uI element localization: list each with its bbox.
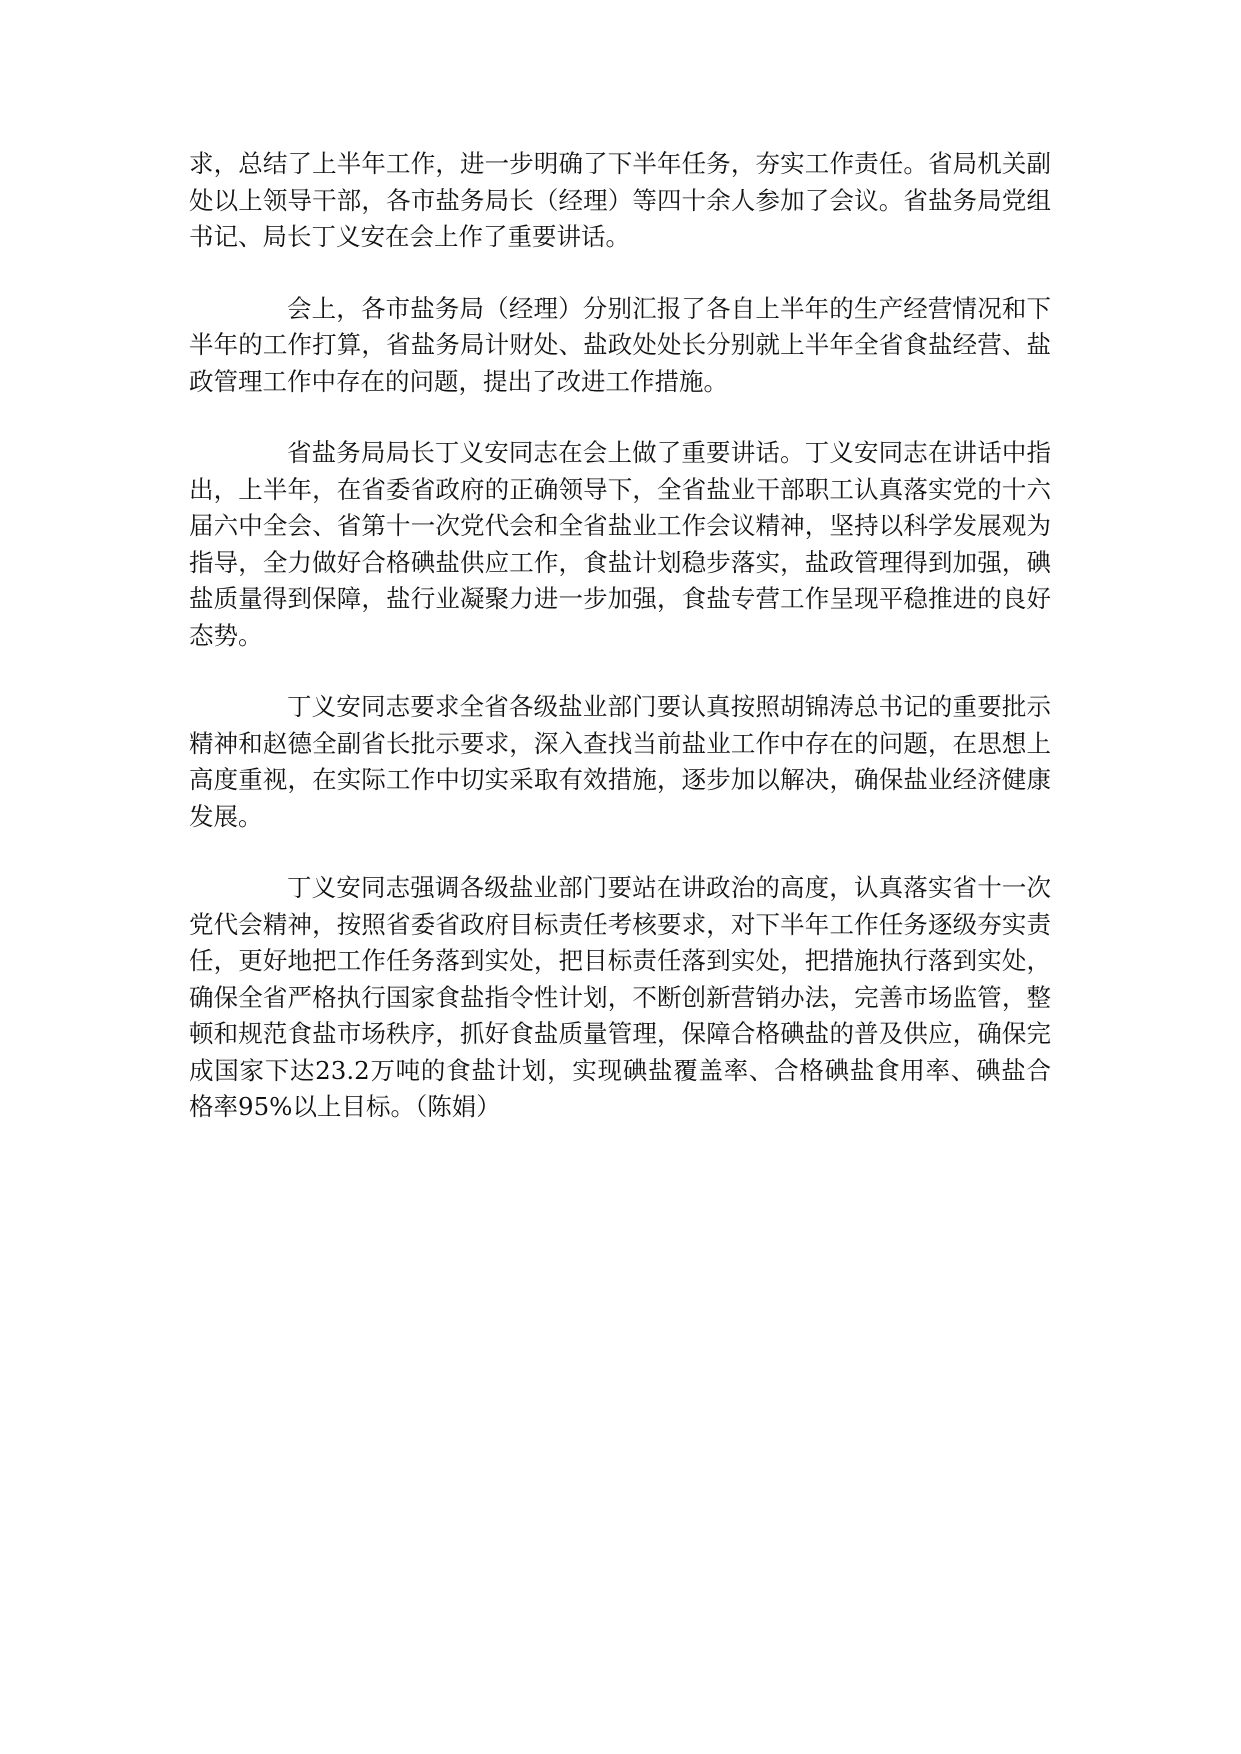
document-body — [189, 146, 1051, 1161]
paragraph-emphasis: 丁义安同志强调各级盐业部门要站在讲政治的高度，认真落实省十一次党代会精神，按照省委省政府目标责任考核要求，对下半年工作任务逐级夯实责任，更好地把工作任务落到实处，把目标责任落到实处，把措施执行落到实处，确保全省严格执行国家食盐指令性计划，不断创新营销办法，完善市场监管，整顿和规范食盐市场秩序，抓好食盐质量管理，保障合格碘盐的普及供应，确保完成国家下达23.2万吨的食盐计划，实现碘盐覆盖率、合格碘盐食用率、碘盐合格率95%以上目标。（陈娟） — [189, 873, 1051, 1121]
paragraph-reports: 会上，各市盐务局（经理）分别汇报了各自上半年的生产经营情况和下半年的工作打算，省盐务局计财处、盐政处处长分别就上半年全省食盐经营、盐政管理工作中存在的问题，提出了改进工作措施。 — [189, 293, 1051, 396]
paragraph-speech: 省盐务局局长丁义安同志在会上做了重要讲话。丁义安同志在讲话中指出，上半年，在省委省政府的正确领导下，全省盐业干部职工认真落实党的十六届六中全会、省第十一次党代会和全省盐业工作会议精神，坚持以科学发展观为指导，全力做好合格碘盐供应工作，食盐计划稳步落实，盐政管理得到加强，碘盐质量得到保障，盐行业凝聚力进一步加强，食盐专营工作呈现平稳推进的良好态势。 — [189, 438, 1051, 650]
paragraph-requirements: 丁义安同志要求全省各级盐业部门要认真按照胡锦涛总书记的重要批示精神和赵德全副省长批示要求，深入查找当前盐业工作中存在的问题，在思想上高度重视，在实际工作中切实采取有效措施，逐步加以解决，确保盐业经济健康发展。 — [189, 692, 1051, 831]
paragraph-continuation: 求，总结了上半年工作，进一步明确了下半年任务，夯实工作责任。省局机关副处以上领导干部，各市盐务局长（经理）等四十余人参加了会议。省盐务局党组书记、局长丁义安在会上作了重要讲话。 — [189, 149, 1051, 251]
